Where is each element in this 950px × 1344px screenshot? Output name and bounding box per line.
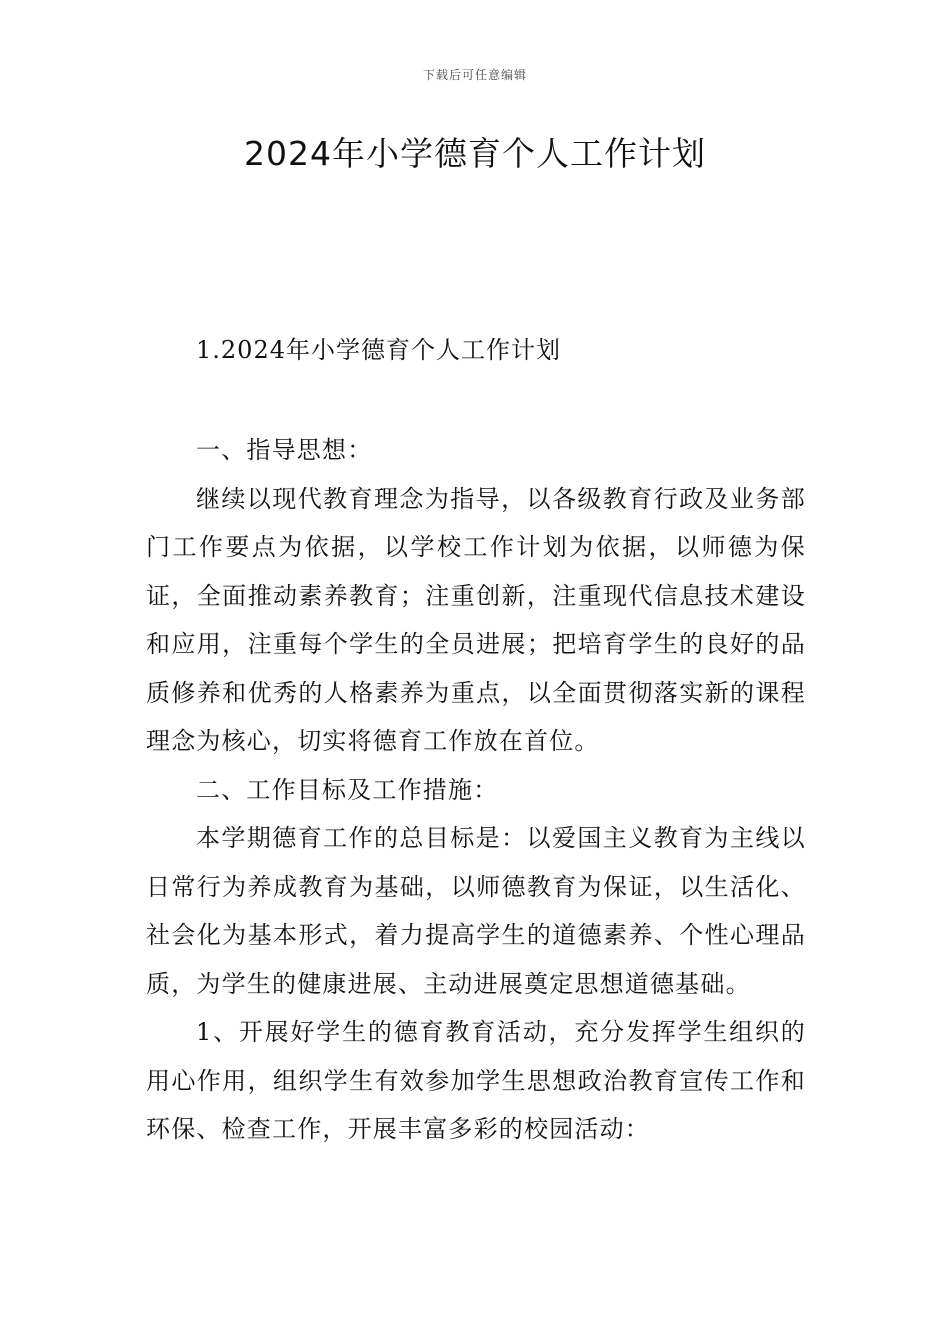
paragraph-item-1: 1、开展好学生的德育教育活动，充分发挥学生组织的用心作用，组织学生有效参加学生思想政治教育宣传工作和环保、检查工作，开展丰富多彩的校园活动： (146, 1018, 806, 1143)
heading-guiding-ideology: 一、指导思想： (196, 436, 373, 464)
heading-goals-measures: 二、工作目标及工作措施： (196, 775, 499, 804)
paragraph-semester-goals: 本学期德育工作的总目标是：以爱国主义教育为主线以日常行为养成教育为基础，以师德教育为保证，以生活化、社会化为基本形式，着力提高学生的道德素养、个性心理品质，为学生的健康进展、主动进展奠定思想道德基础。 (146, 824, 806, 998)
document-body (146, 426, 806, 1154)
header-note: 下载后可任意编辑 (422, 68, 527, 82)
paragraph-guiding-ideology: 继续以现代教育理念为指导，以各级教育行政及业务部门工作要点为依据，以学校工作计划为依据，以师德为保证，全面推动素养教育；注重创新，注重现代信息技术建设和应用，注重每个学生的全员进展；把培育学生的良好的品质修养和优秀的人格素养为重点，以全面贯彻落实新的课程理念为核心，切实将德育工作放在首位。 (146, 484, 806, 755)
document-title: 2024年小学德育个人工作计划 (244, 134, 706, 173)
section-subheading: 1.2024年小学德育个人工作计划 (196, 336, 561, 364)
